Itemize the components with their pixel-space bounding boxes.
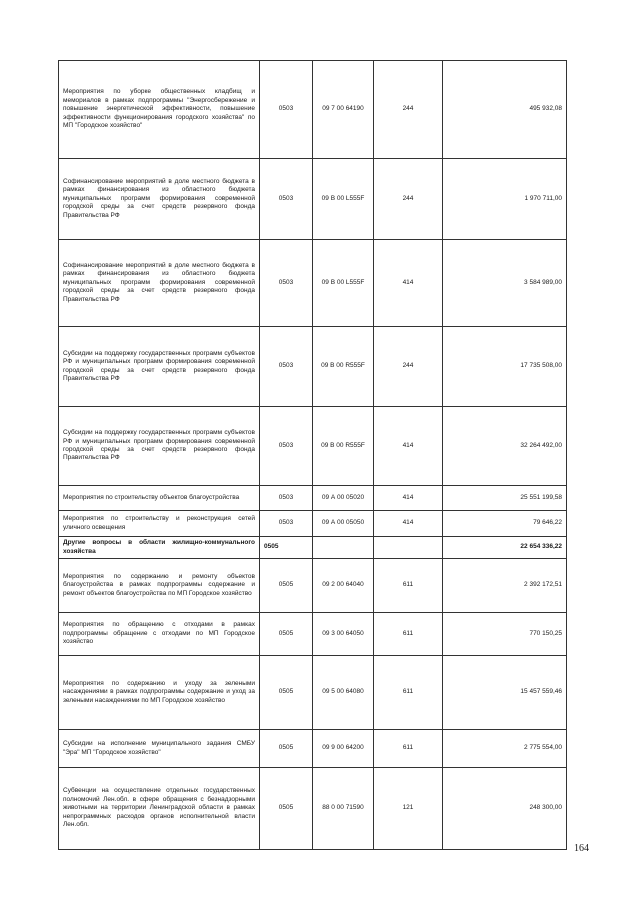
row-type: 611 bbox=[374, 656, 443, 730]
row-type: 611 bbox=[374, 613, 443, 656]
table-row-section-total bbox=[59, 537, 567, 559]
row-name: Мероприятия по строительству объектов благоустройства bbox=[59, 486, 260, 511]
page-number: 164 bbox=[574, 843, 589, 854]
table-row bbox=[59, 559, 567, 613]
row-target: 09 2 00 64040 bbox=[313, 559, 374, 613]
row-amount: 15 457 559,46 bbox=[443, 656, 567, 730]
row-type bbox=[374, 537, 443, 559]
row-type: 244 bbox=[374, 327, 443, 407]
row-type: 121 bbox=[374, 768, 443, 850]
row-name: Софинансирование мероприятий в доле местного бюджета в рамках финансирования из областного бюджета муниципальных программ формирования современной городской среды за счет средств резервного фонда Правительства РФ bbox=[59, 159, 260, 240]
row-name: Софинансирование мероприятий в доле местного бюджета в рамках финансирования из областного бюджета муниципальных программ формирования современной городской среды за счет средств резервного фонда Правительства РФ bbox=[59, 240, 260, 327]
row-target: 09 3 00 64050 bbox=[313, 613, 374, 656]
row-target: 09 5 00 64080 bbox=[313, 656, 374, 730]
row-section: 0503 bbox=[260, 61, 313, 159]
row-type: 611 bbox=[374, 559, 443, 613]
row-target: 09 В 00 R555F bbox=[313, 407, 374, 486]
row-name: Субсидии на поддержку государственных программ субъектов РФ и муниципальных программ формирования современной городской среды за счет средств резервного фонда Правительства РФ bbox=[59, 407, 260, 486]
row-name: Мероприятия по обращению с отходами в рамках подпрограммы обращение с отходами по МП Городское хозяйство bbox=[59, 613, 260, 656]
row-type: 414 bbox=[374, 407, 443, 486]
row-section: 0503 bbox=[260, 159, 313, 240]
row-amount: 32 264 492,00 bbox=[443, 407, 567, 486]
table-row bbox=[59, 730, 567, 768]
table-row bbox=[59, 486, 567, 511]
budget-table bbox=[58, 60, 567, 850]
row-type: 244 bbox=[374, 159, 443, 240]
row-section: 0505 bbox=[260, 613, 313, 656]
row-section: 0505 bbox=[260, 559, 313, 613]
row-amount: 495 932,08 bbox=[443, 61, 567, 159]
table-row bbox=[59, 407, 567, 486]
row-type: 244 bbox=[374, 61, 443, 159]
row-type: 611 bbox=[374, 730, 443, 768]
table-row bbox=[59, 61, 567, 159]
row-amount: 3 584 989,00 bbox=[443, 240, 567, 327]
table-row bbox=[59, 656, 567, 730]
row-target: 09 А 00 05050 bbox=[313, 511, 374, 537]
row-name: Субвенции на осуществление отдельных государственных полномочий Лен.обл. в сфере обращения с безнадзорными животными на территории Ленинградской области в рамках непрограммных расходов органов исполнительной власти Лен.обл. bbox=[59, 768, 260, 850]
table-row bbox=[59, 613, 567, 656]
row-amount: 22 654 336,22 bbox=[443, 537, 567, 559]
row-section: 0505 bbox=[260, 537, 313, 559]
row-target: 09 9 00 64200 bbox=[313, 730, 374, 768]
row-target bbox=[313, 537, 374, 559]
row-target: 09 А 00 05020 bbox=[313, 486, 374, 511]
row-target: 09 В 00 R555F bbox=[313, 327, 374, 407]
row-amount: 770 150,25 bbox=[443, 613, 567, 656]
row-section: 0505 bbox=[260, 730, 313, 768]
row-name: Субсидии на поддержку государственных программ субъектов РФ и муниципальных программ формирования современной городской среды за счет средств резервного фонда Правительства РФ bbox=[59, 327, 260, 407]
row-name: Мероприятия по содержанию и уходу за зелеными насаждениями в рамках подпрограммы содержание и уход за зелеными насаждениями по МП Городское хозяйство bbox=[59, 656, 260, 730]
row-type: 414 bbox=[374, 511, 443, 537]
row-name: Мероприятия по уборке общественных кладбищ и мемориалов в рамках подпрограммы "Энергосбережение и повышение энергетической эффективности, повышение эффективности функционирования городского хозяйства" по МП "Городское хозяйство" bbox=[59, 61, 260, 159]
row-amount: 25 551 199,58 bbox=[443, 486, 567, 511]
table-row bbox=[59, 768, 567, 850]
row-type: 414 bbox=[374, 240, 443, 327]
row-name: Субсидии на исполнение муниципального задания СМБУ "Эра" МП "Городское хозяйство" bbox=[59, 730, 260, 768]
row-section: 0505 bbox=[260, 656, 313, 730]
table-row bbox=[59, 327, 567, 407]
row-amount: 1 970 711,00 bbox=[443, 159, 567, 240]
row-amount: 79 646,22 bbox=[443, 511, 567, 537]
row-type: 414 bbox=[374, 486, 443, 511]
row-target: 88 0 00 71590 bbox=[313, 768, 374, 850]
row-amount: 17 735 508,00 bbox=[443, 327, 567, 407]
row-section: 0503 bbox=[260, 511, 313, 537]
row-name: Другие вопросы в области жилищно-коммунального хозяйства bbox=[59, 537, 260, 559]
row-target: 09 В 00 L555F bbox=[313, 240, 374, 327]
row-name: Мероприятия по содержанию и ремонту объектов благоустройства в рамках подпрограммы содержание и ремонт объектов благоустройства по МП Городское хозяйство bbox=[59, 559, 260, 613]
row-section: 0505 bbox=[260, 768, 313, 850]
table-row bbox=[59, 240, 567, 327]
row-target: 09 7 00 64190 bbox=[313, 61, 374, 159]
row-section: 0503 bbox=[260, 327, 313, 407]
row-section: 0503 bbox=[260, 486, 313, 511]
row-amount: 2 775 554,00 bbox=[443, 730, 567, 768]
row-target: 09 В 00 L555F bbox=[313, 159, 374, 240]
row-amount: 248 300,00 bbox=[443, 768, 567, 850]
row-name: Мероприятия по строительству и реконструкция сетей уличного освещения bbox=[59, 511, 260, 537]
row-amount: 2 392 172,51 bbox=[443, 559, 567, 613]
table-row bbox=[59, 159, 567, 240]
row-section: 0503 bbox=[260, 407, 313, 486]
row-section: 0503 bbox=[260, 240, 313, 327]
table-row bbox=[59, 511, 567, 537]
